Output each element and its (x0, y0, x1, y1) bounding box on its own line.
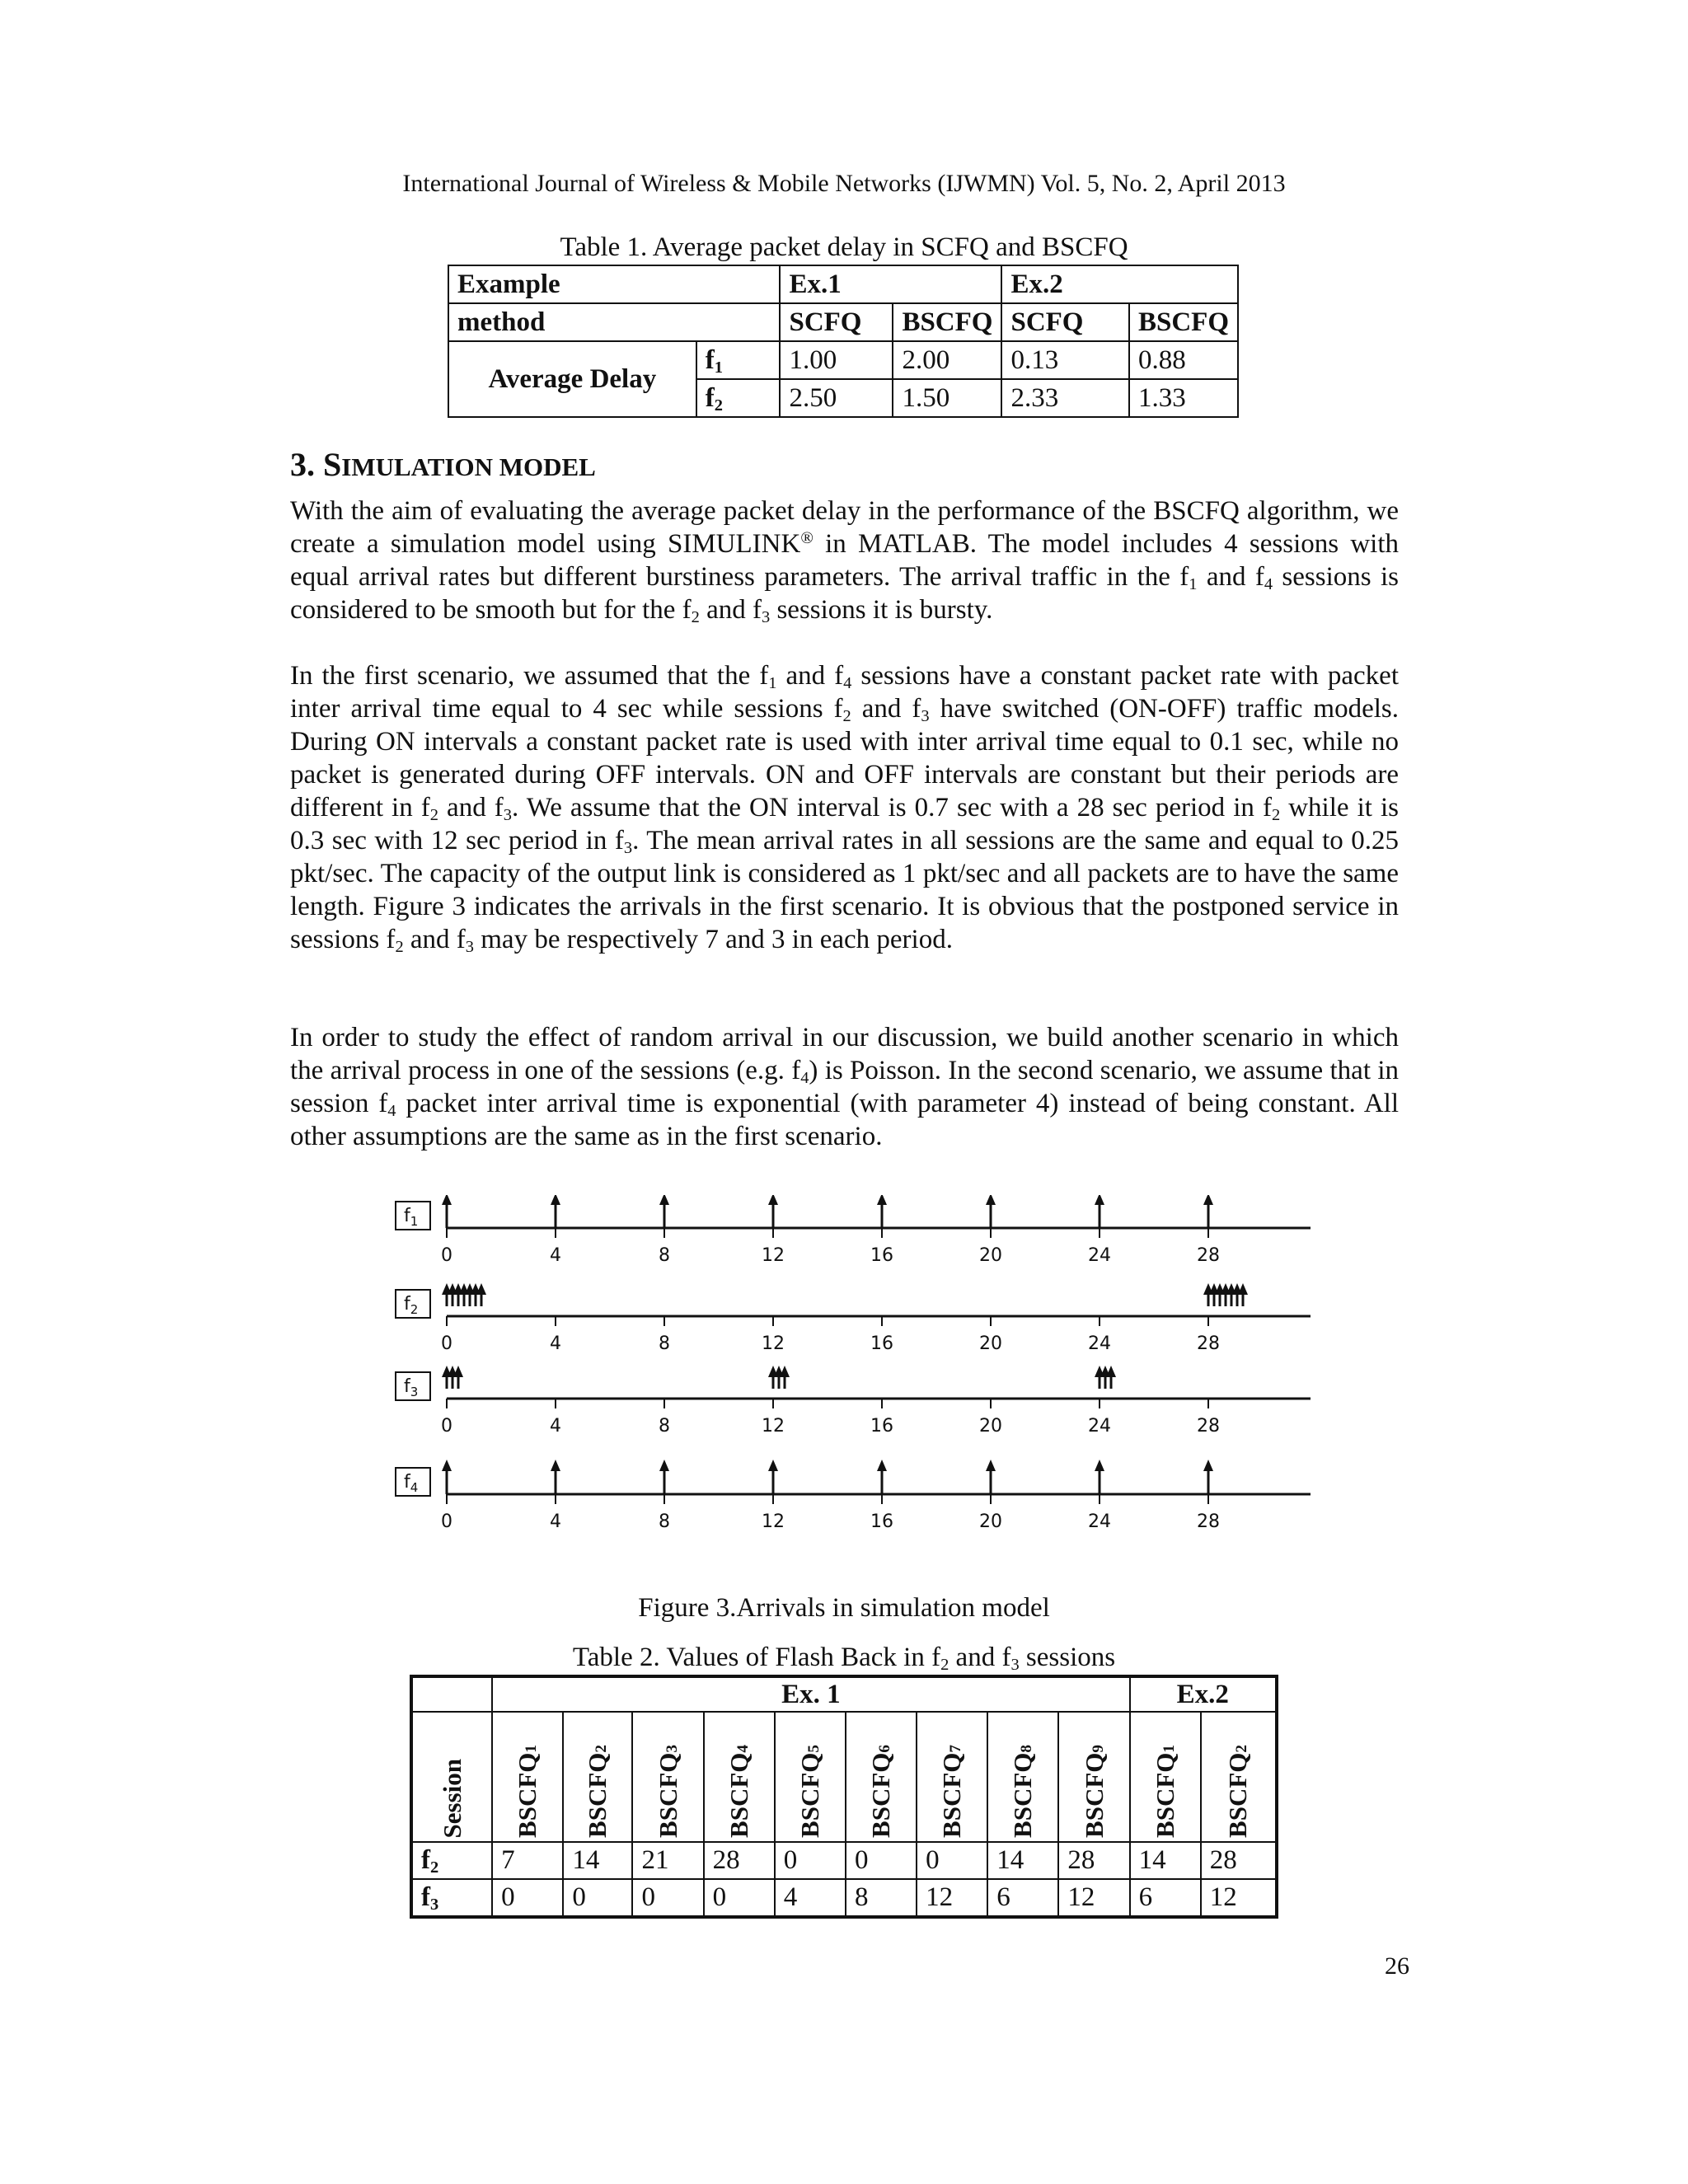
arrow-head (768, 1195, 778, 1205)
arrow-head (1095, 1460, 1104, 1471)
tick-label: 8 (659, 1416, 670, 1436)
table2-col-header: $BSCFQ_2$ (563, 1712, 632, 1842)
table2-cell-value: 12 (1058, 1879, 1129, 1917)
table2-cell-value: 28 (1201, 1842, 1277, 1879)
tick-label: 28 (1197, 1416, 1220, 1436)
tick-label: 12 (762, 1416, 785, 1436)
table1-cell-value: 0.88 (1129, 341, 1238, 379)
session-label: $f_3$ (404, 1376, 419, 1399)
table1-row-method (448, 303, 1238, 341)
table2-cell-value: 0 (492, 1879, 563, 1917)
table2-col-header: $BSCFQ_6$ (846, 1712, 917, 1842)
table2-cell-value: 0 (917, 1842, 987, 1879)
table1-cell-value: 2.50 (780, 379, 893, 417)
tick-label: 16 (870, 1333, 893, 1354)
section-heading: 3. SIMULATION MODEL (290, 446, 596, 483)
tick-label: 12 (762, 1511, 785, 1532)
figure-caption: Figure 3.Arrivals in simulation model (638, 1593, 1050, 1623)
arrow-head (442, 1195, 452, 1205)
table1-row-f1 (448, 341, 1238, 379)
tick-label: 16 (870, 1416, 893, 1436)
table2-col-header: $BSCFQ_1$ (492, 1712, 563, 1842)
session-label: $f_2$ (404, 1294, 419, 1317)
tick-label: 0 (441, 1511, 452, 1532)
table2-cell-value: 12 (917, 1879, 987, 1917)
table2-col-header: $BSCFQ_5$ (775, 1712, 846, 1842)
table1-cell-value: 1.33 (1129, 379, 1238, 417)
table2-cell-value: 28 (1058, 1842, 1129, 1879)
tick-label: 24 (1088, 1245, 1111, 1266)
table2-caption: Table 2. Values of Flash Back in $f_2$ and $f_3$ sessions (572, 1643, 1116, 1675)
tick-label: 28 (1197, 1245, 1220, 1266)
tick-label: 20 (979, 1416, 1002, 1436)
tick-label: 4 (550, 1245, 561, 1266)
running-header: International Journal of Wireless & Mobile Networks (IJWMN) Vol. 5, No. 2, April 2013 (402, 170, 1286, 197)
tick-label: 4 (550, 1416, 561, 1436)
arrow-head (551, 1195, 560, 1205)
tick-label: 16 (870, 1511, 893, 1532)
table1-cell-m2: BSCFQ (893, 303, 1001, 341)
table2-cell-f3-label: $f_3$ (411, 1879, 492, 1917)
tick-label: 12 (762, 1245, 785, 1266)
table2-cell-value: 8 (846, 1879, 917, 1917)
table2-cell-value: 6 (1130, 1879, 1201, 1917)
arrow-head (986, 1460, 996, 1471)
table2-row-headers (411, 1712, 1277, 1842)
arrow-head (986, 1195, 996, 1205)
table2-cell-value: 0 (846, 1842, 917, 1879)
table1-cell-m4: BSCFQ (1129, 303, 1238, 341)
arrivals-figure (387, 1195, 1319, 1558)
arrow-head (1095, 1195, 1104, 1205)
table1-cell-value: 1.50 (893, 379, 1001, 417)
table2-cell-value: 14 (563, 1842, 632, 1879)
table2-cell-value: 14 (987, 1842, 1058, 1879)
arrow-head (877, 1195, 887, 1205)
table1-cell-ex1: Ex.1 (780, 265, 1001, 303)
tick-label: 8 (659, 1245, 670, 1266)
tick-label: 0 (441, 1416, 452, 1436)
paragraph-1: With the aim of evaluating the average packet delay in the performance of the BSCFQ algorithm, we create a simulation model using SIMULINK® in MATLAB. The model includes 4 sessions with equal arrival rates but different burstiness parameters. The arrival traffic in the $f_1$ and $f_4$ sessions is considered to be smooth but for the $f_2$ and $f_3$ sessions it is bursty. (290, 496, 1399, 627)
table2 (410, 1675, 1278, 1919)
table2-cell-ex1: Ex. 1 (492, 1676, 1129, 1712)
tick-label: 16 (870, 1245, 893, 1266)
tick-label: 0 (441, 1333, 452, 1354)
table1-cell-m1: SCFQ (780, 303, 893, 341)
tick-label: 20 (979, 1333, 1002, 1354)
table1 (448, 265, 1239, 418)
table1-cell-value: 1.00 (780, 341, 893, 379)
table2-cell-value: 4 (775, 1879, 846, 1917)
tick-label: 24 (1088, 1416, 1111, 1436)
table1-caption: Table 1. Average packet delay in SCFQ and BSCFQ (560, 232, 1128, 262)
table2-row-f3 (411, 1879, 1277, 1917)
arrow-head (1203, 1460, 1213, 1471)
paragraph-2: In the first scenario, we assumed that the $f_1$ and $f_4$ sessions have a constant packet rate with packet inter arrival time equal to 4 sec while sessions $f_2$ and $f_3$ have switched (ON-OFF) traffic models. During ON intervals a constant packet rate is used with inter arrival time equal to 0.1 sec, while no packet is generated during OFF intervals. ON and OFF intervals are constant but their periods are different in $f_2$ and $f_3$. We assume that the ON interval is 0.7 sec with a 28 sec period in $f_2$ while it is 0.3 sec with 12 sec period in $f_3$. The mean arrival rates in all sessions are the same and equal to 0.25 pkt/sec. The capacity of the output link is considered as 1 pkt/sec and all packets are to have the same length. Figure 3 indicates the arrivals in the first scenario. It is obvious that the postponed service in sessions $f_2$ and $f_3$ may be respectively 7 and 3 in each period. (290, 661, 1400, 957)
table2-cell-value: 28 (704, 1842, 775, 1879)
table1-cell-value: 2.00 (893, 341, 1001, 379)
table2-cell-value: 21 (632, 1842, 703, 1879)
tick-label: 28 (1197, 1511, 1220, 1532)
tick-label: 4 (550, 1511, 561, 1532)
table2-col-header: $BSCFQ_1$ (1130, 1712, 1201, 1842)
table2-cell-value: 14 (1130, 1842, 1201, 1879)
table1-cell-value: 2.33 (1001, 379, 1129, 417)
tick-label: 20 (979, 1245, 1002, 1266)
table1-cell-f2-label: $f_2$ (696, 379, 781, 417)
table1-cell-value: 0.13 (1001, 341, 1129, 379)
table2-cell-value: 0 (632, 1879, 703, 1917)
arrow-head (1203, 1195, 1213, 1205)
table2-cell-session-header: Session (411, 1712, 492, 1842)
arrow-head (551, 1460, 560, 1471)
table2-col-header: $BSCFQ_9$ (1058, 1712, 1129, 1842)
table1-cell-f1-label: $f_1$ (696, 341, 781, 379)
table2-col-header: $BSCFQ_4$ (704, 1712, 775, 1842)
table2-cell-empty (411, 1676, 492, 1712)
tick-label: 20 (979, 1511, 1002, 1532)
table2-cell-value: 12 (1201, 1879, 1277, 1917)
table1-cell-example: Example (448, 265, 780, 303)
table1-cell-m3: SCFQ (1001, 303, 1129, 341)
table1-row-example (448, 265, 1238, 303)
tick-label: 24 (1088, 1511, 1111, 1532)
table2-col-header: $BSCFQ_3$ (632, 1712, 703, 1842)
table2-cell-value: 0 (775, 1842, 846, 1879)
tick-label: 4 (550, 1333, 561, 1354)
table1-cell-ex2: Ex.2 (1001, 265, 1238, 303)
tick-label: 8 (659, 1333, 670, 1354)
session-label: $f_4$ (404, 1472, 419, 1495)
arrow-head (659, 1460, 669, 1471)
arrow-head (659, 1195, 669, 1205)
arrow-head (877, 1460, 887, 1471)
table2-row-f2 (411, 1842, 1277, 1879)
table2-cell-ex2: Ex.2 (1130, 1676, 1277, 1712)
tick-label: 28 (1197, 1333, 1220, 1354)
tick-label: 12 (762, 1333, 785, 1354)
table2-row-examples (411, 1676, 1277, 1712)
tick-label: 0 (441, 1245, 452, 1266)
table2-col-header: $BSCFQ_2$ (1201, 1712, 1277, 1842)
session-label: $f_1$ (404, 1206, 419, 1229)
table2-cell-value: 0 (704, 1879, 775, 1917)
table2-cell-value: 0 (563, 1879, 632, 1917)
table2-col-header: $BSCFQ_8$ (987, 1712, 1058, 1842)
arrow-head (442, 1460, 452, 1471)
table2-cell-value: 6 (987, 1879, 1058, 1917)
table2-col-header: $BSCFQ_7$ (917, 1712, 987, 1842)
table1-cell-average-delay: Average Delay (448, 341, 696, 417)
tick-label: 24 (1088, 1333, 1111, 1354)
table2-cell-f2-label: $f_2$ (411, 1842, 492, 1879)
arrow-head (768, 1460, 778, 1471)
paragraph-3: In order to study the effect of random arrival in our discussion, we build another scenario in which the arrival process in one of the sessions (e.g. $f_4$) is Poisson. In the second scenario, we assume that in session $f_4$ packet inter arrival time is exponential (with parameter 4) instead of being constant. All other assumptions are the same as in the first scenario. (290, 1023, 1399, 1151)
tick-label: 8 (659, 1511, 670, 1532)
page-number: 26 (1385, 1952, 1409, 1980)
table2-cell-value: 7 (492, 1842, 563, 1879)
table1-cell-method: method (448, 303, 780, 341)
